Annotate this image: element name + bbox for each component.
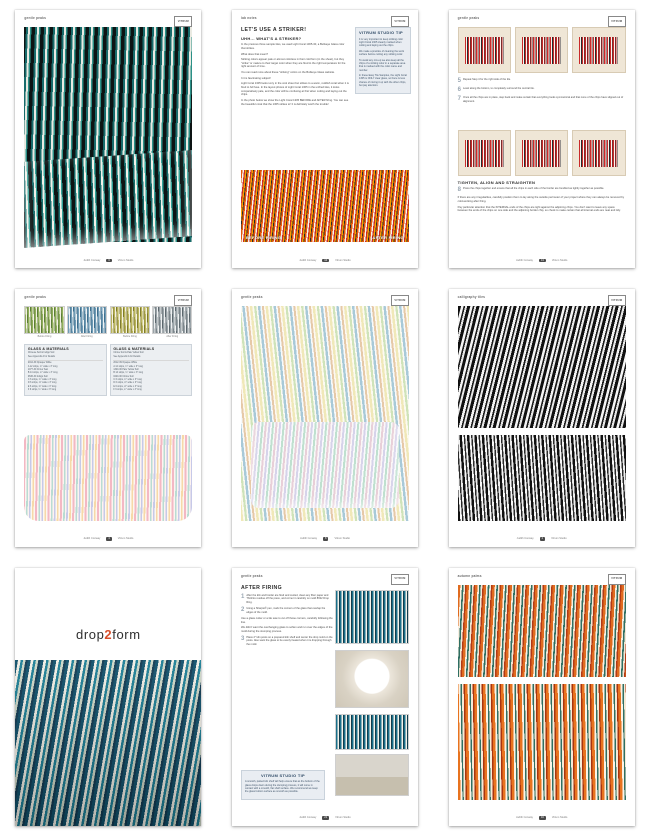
footer-author: Judith Conway [299,816,317,820]
brand-logo [608,295,626,306]
footer-right: Vitrum Studio [117,537,134,541]
footer-author: Judith Conway [83,537,101,541]
spec-head: 2012-39 Opaque White [113,362,138,365]
cover-title-part2: 2 [104,626,113,642]
studio-tip-title: VITRUM STUDIO TIP [358,30,403,36]
spec-line: D 6 strips, ⅛" wide x 3" long [27,382,57,385]
step-number: 1 [240,593,245,600]
cover-title [15,626,201,644]
footer-page-number: 21 [324,816,328,820]
spec-line: 0220-30 Citrine Soil [113,375,134,378]
page-steps-tiles[interactable] [449,10,635,268]
page-cell[interactable] [217,279,434,558]
footer-page-number: 10 [324,258,328,262]
brand-logo [608,16,626,27]
glass-materials-panel [110,344,193,396]
studio-tip-paragraph: To avoid any mix-up we also keep all the chips of a striking color in a separate area that is marked with the color name and number. [358,58,406,72]
footer-right: Vitrum Studio [335,258,351,262]
brand-logo-line1: VITRUM [177,298,189,302]
tile-photo [458,130,511,176]
header-title: calligraphy tiles [457,294,486,299]
footer-right: Vitrum Studio [117,258,134,262]
body-paragraph: Striking colors appear pale or almost colorless in their cold form (in the sheet), but they "strike" or mature to their target color when they are fired to the right temperature for the right amount of time. [240,58,346,69]
artwork-photo [241,306,409,521]
page-after-firing[interactable] [232,568,418,826]
before-after-photo [241,170,409,242]
footer-page-number: 16 [540,816,544,820]
spec-line: E 6 strips, ⅛" wide x 3" long [27,385,57,388]
body-paragraph: Use a glass cutter or a tile saw to cut off those corners, carefully following the line. [240,617,333,624]
footer-author: Judith Conway [299,537,317,541]
tile-photo [572,130,625,176]
page-cover[interactable] [15,568,201,826]
footer-page-number: 13 [540,258,544,262]
spec-line: A 12 strips, ¼" wide x 3" long [113,365,143,368]
swatch-before [24,306,64,334]
brand-logo-line1: VITRUM [394,20,406,24]
footer-right: Vitrum Studio [551,537,567,541]
spec-head: 2012-39 Opaque White [27,362,52,365]
studio-tip-paragraph: In these Easy Tile Samples, the Light Coral 1305 is ONLY clear glass, so there is less chance of mixing it up with the other chips, but pay attention. [358,74,407,88]
spec-line: D 6 strips, ⅛" wide x 3" long [113,382,142,385]
step-item [241,607,333,614]
page-cell[interactable] [217,557,434,836]
panel-see-note: See Appendix A for Details [113,355,141,358]
header-title: gentle peaks [240,573,263,578]
step-text: Repeat Step 4 for the right side of the tile. [463,78,511,82]
page-header [241,16,409,27]
footer-right: Vitrum Studio [334,537,350,541]
body-paragraph: Pay particular attention that the INTERNAL ends of the chips are tight against the adjoining chips. You don't want to leave any space between the ends of the chips on one side and the adjoining border chip, so check to make certain that all internal ends are neat and tidy. [457,205,621,213]
brand-logo [174,16,192,27]
body-paragraph: Light Coral 1305 looks ivory in the cool sheet but strikes to a warm, reddish coral when it is fired to full fuse. In the layout photos of Light Coral 1305 in the unfired tiles, it looks comparatively pale, and the color will be confusing at first when cutting and laying out the chips. [240,82,349,97]
body-paragraph: If there are any irregularities, carefully position them to lay along the outside perimeter of your project where they can always be removed by cold-working after firing. [457,196,625,203]
panel-subtitle: Citrine Soil & Pale Yellow Soil [113,352,144,355]
header-title: lab notes [240,16,257,21]
page-header [24,16,192,27]
body-paragraph: We didn't want the overhanging glass to soften and run over the edges of the mold during the slumping process. [240,626,333,634]
spec-line: E 6 strips, ⅛" wide x 3" long [113,385,142,388]
swatch-label: After Firing [80,334,93,338]
step-text: Once all the chips are in place, step back and make certain that everything looks symmetrical and that none of the chips have slipped out of alignment. [463,96,624,103]
page-header [241,574,409,585]
glass-materials-panel [24,344,107,396]
swatch-label: After Firing [166,334,179,338]
body-paragraph: You can read more about these "striking" colors on the Bullseye Glass website. [240,71,335,75]
page-header [24,295,192,306]
brand-logo [391,295,409,306]
page-footer [241,537,409,541]
page-header [241,295,409,306]
page-cell[interactable] [217,0,434,279]
page-calligraphy[interactable] [449,289,635,547]
brand-logo-line1: VITRUM [611,20,623,24]
page-header [458,16,626,27]
footer-page-number: 6 [108,258,110,262]
page-cell[interactable] [0,557,217,836]
footer-page-number: 8 [325,537,327,541]
footer-page-number: 4 [108,537,110,541]
panel-see-note: See Appendix A for Details [27,355,55,358]
page-title: AFTER FIRING [240,584,283,591]
brand-logo [391,16,409,27]
artwork-photo [24,27,192,242]
brand-logo-line1: VITRUM [611,298,623,302]
studio-tip-paragraph: It is very important to keep striking color Light Coral 1305 cleanly marked when cutting and laying out the chips. [358,37,404,48]
step-text: Press the chips together and ensure that all the chips in each side of the border are bundled as tightly together as possible. [463,187,605,191]
swatch-before [110,306,150,334]
tile-photo [515,130,568,176]
page-stringer[interactable] [232,10,418,268]
studio-tip-title: VITRUM STUDIO TIP [260,772,305,778]
studio-tip-paragraph: We make a practice of cleaning the work surface before cutting any striking color. [358,49,404,57]
spec-line: 1077-30 Cirrus Teal [27,369,48,372]
step-item [241,594,333,605]
swatch-label: Before Firing [123,334,137,338]
process-photo-glass-on-mold [335,714,409,750]
header-title: gentle peaks [240,294,263,299]
tile-photo [458,27,511,73]
footer-right: Vitrum Studio [335,816,351,820]
header-title: gentle peaks [457,16,480,21]
cover-title-part1: drop [75,626,105,642]
page-footer [458,816,626,820]
artwork-photo-top [458,306,626,428]
step-number: 6 [457,87,461,94]
page-footer [24,259,192,263]
step-item [241,636,333,647]
tile-photo [572,27,625,73]
page-header [458,295,626,306]
spec-line: F 6 strips, ¼" wide x 3" long [113,389,142,392]
footer-right: Vitrum Studio [551,258,568,262]
panel-subtitle: Chinese Soil & Indigo Soil [27,352,55,355]
footer-author: Judith Conway [515,258,533,262]
step-number: 8 [457,187,461,194]
footer-author: Judith Conway [515,816,533,820]
header-title: gentle peaks [24,294,47,299]
spec-line: B 14 strips, ¼" wide x 3" long [27,372,58,375]
cover-photo [15,660,201,826]
spec-line: A 12 strips, ¼" wide x 3" long [27,365,58,368]
page-footer [241,259,409,263]
brand-logo-line1: VITRUM [611,577,623,581]
step-number: 5 [457,78,461,85]
header-title: gentle peaks [24,16,47,21]
spec-line: C 6 strips, ¼" wide x 3" long [113,379,142,382]
brand-logo [174,295,192,306]
header-title: autumn palms [457,573,482,578]
step-item [458,78,626,84]
page-cell[interactable] [0,279,217,558]
page-cell[interactable] [433,557,650,836]
page-pastel-plate[interactable] [232,289,418,547]
process-photo-stripes [335,590,409,644]
page-subtitle: UHH... WHAT'S A STRIKER? [240,36,302,42]
footer-author: Judith Conway [299,258,317,262]
artwork-photo-top [458,585,626,677]
footer-page-number: 2 [541,537,544,541]
page-footer [458,537,626,541]
step-item [458,87,626,93]
cover-title-part3: form [112,626,141,642]
brand-logo [608,574,626,585]
footer-author: Judith Conway [516,537,534,541]
page-cell[interactable] [433,0,650,279]
page-cell[interactable] [433,279,650,558]
panel-title: GLASS & MATERIALS [113,347,155,352]
spec-line: B 14 strips, ¼" wide x 3" long [113,372,144,375]
footer-author: Judith Conway [83,258,101,262]
process-photo-bowl [335,650,409,708]
brand-logo-line1: VITRUM [177,20,189,24]
step-text: Level along the bottom, to completely surround the central tile. [463,87,535,91]
brand-logo-line1: VITRUM [394,298,406,302]
studio-tip-paragraph: A smooth, patted kiln shelf will help ensure that as the bottom of the glass drops down during the slumping process, it will come in contact with a smooth, flat shelf surface. We recommend we keep the glass bottom surface as smooth as possible. [244,780,320,794]
artwork-photo-bottom [458,684,626,800]
page-footer [458,259,626,263]
panel-title: GLASS & MATERIALS [27,347,69,352]
page-footer [24,537,192,541]
page-gallery-1[interactable] [15,10,201,268]
body-paragraph: It it is fascinating subject! [240,76,271,80]
footer-right: Vitrum Studio [551,816,568,820]
artwork-photo [24,435,192,521]
brand-logo-line1: VITRUM [394,577,406,581]
body-paragraph: In the previous three sample tiles, we used Light Coral 1305-30, a Bullseye Glass color that strikes. [240,43,345,50]
swatch-after [67,306,107,334]
page-header [458,574,626,585]
spec-line: C 6 strips, ¼" wide x 3" long [27,379,57,382]
process-photo-kiln-shelf [335,754,409,796]
photo-label-after: AFTER FIRING [372,234,404,240]
step-text: Place 2" kiln posts on a prepared kiln shelf and center the drop mold on the posts. Also want the glass to be evenly heated when it is dropping through the mold. [246,635,333,646]
spec-line: 1320-30 Pale Yellow Soil [113,369,139,372]
page-cell[interactable] [0,0,217,279]
section-title: TIGHTEN, ALIGN AND STRAIGHTEN [457,180,536,186]
step-item [458,96,626,103]
page-autumn[interactable] [449,568,635,826]
studio-tip-box [355,27,411,93]
studio-tip-box [241,770,325,800]
body-paragraph: What does that mean? [240,52,269,56]
step-number: 7 [457,96,461,103]
page-title: LET'S USE A STRIKER! [240,27,307,34]
page-footer [241,816,409,820]
step-item [458,187,626,193]
brand-logo [391,574,409,585]
step-text: After the kiln and border are fired and cooled, clean any fiber paper and ThinFire residue off the piece, and corner it carefully on mold 8632 Drop Ring. [246,593,329,604]
swatch-after [152,306,192,334]
photo-label-before: BEFORE FIRING [245,234,282,240]
tile-photo [515,27,568,73]
spec-line: 0636-30 Indigo Soil [27,375,48,378]
body-paragraph: In the photo below we show the Light Coral 1305 BEFORE and AFTER firing. You can see the beautiful coral that the 1305 strikes to! It is definitely worth the trouble! [240,98,349,106]
spec-line: F 6 strips, ¼" wide x 3" long [27,389,57,392]
step-text: Using a Sharpie® pen, mark the corners of the glass that overlap the edges of the mold. [246,607,326,614]
swatch-label: Before Firing [37,334,52,338]
artwork-photo-bottom [458,435,626,521]
step-number: 2 [240,607,245,614]
page-glass-materials[interactable] [15,289,201,547]
step-number: 3 [240,635,245,642]
